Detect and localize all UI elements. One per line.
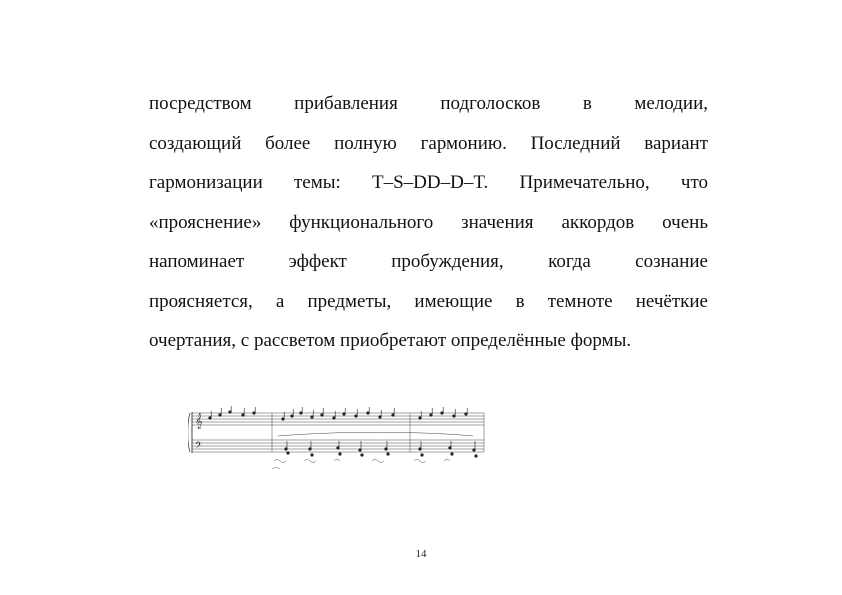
page-number: 14 — [415, 548, 427, 560]
paragraph-line: напоминает эффект пробуждения, когда сознание — [149, 251, 708, 272]
paragraph-line: «прояснение» функционального значения аккордов очень — [149, 211, 708, 233]
paragraph-line: гармонизации темы: T–S–DD–D–T. Примечательно, что — [149, 172, 708, 193]
music-score-excerpt — [188, 403, 488, 475]
body-paragraph — [149, 84, 708, 361]
paragraph-line: создающий более полную гармонию. Последний вариант — [149, 132, 708, 154]
svg-text:𝄞: 𝄞 — [195, 414, 203, 429]
paragraph-line: посредством прибавления подголосков в мелодии, — [149, 93, 708, 114]
svg-text:𝄢: 𝄢 — [195, 440, 203, 453]
paragraph-line: проясняется, а предметы, имеющие в темноте нечёткие — [149, 290, 708, 312]
paragraph-line: очертания, с рассветом приобретают определённые формы. — [149, 330, 632, 351]
